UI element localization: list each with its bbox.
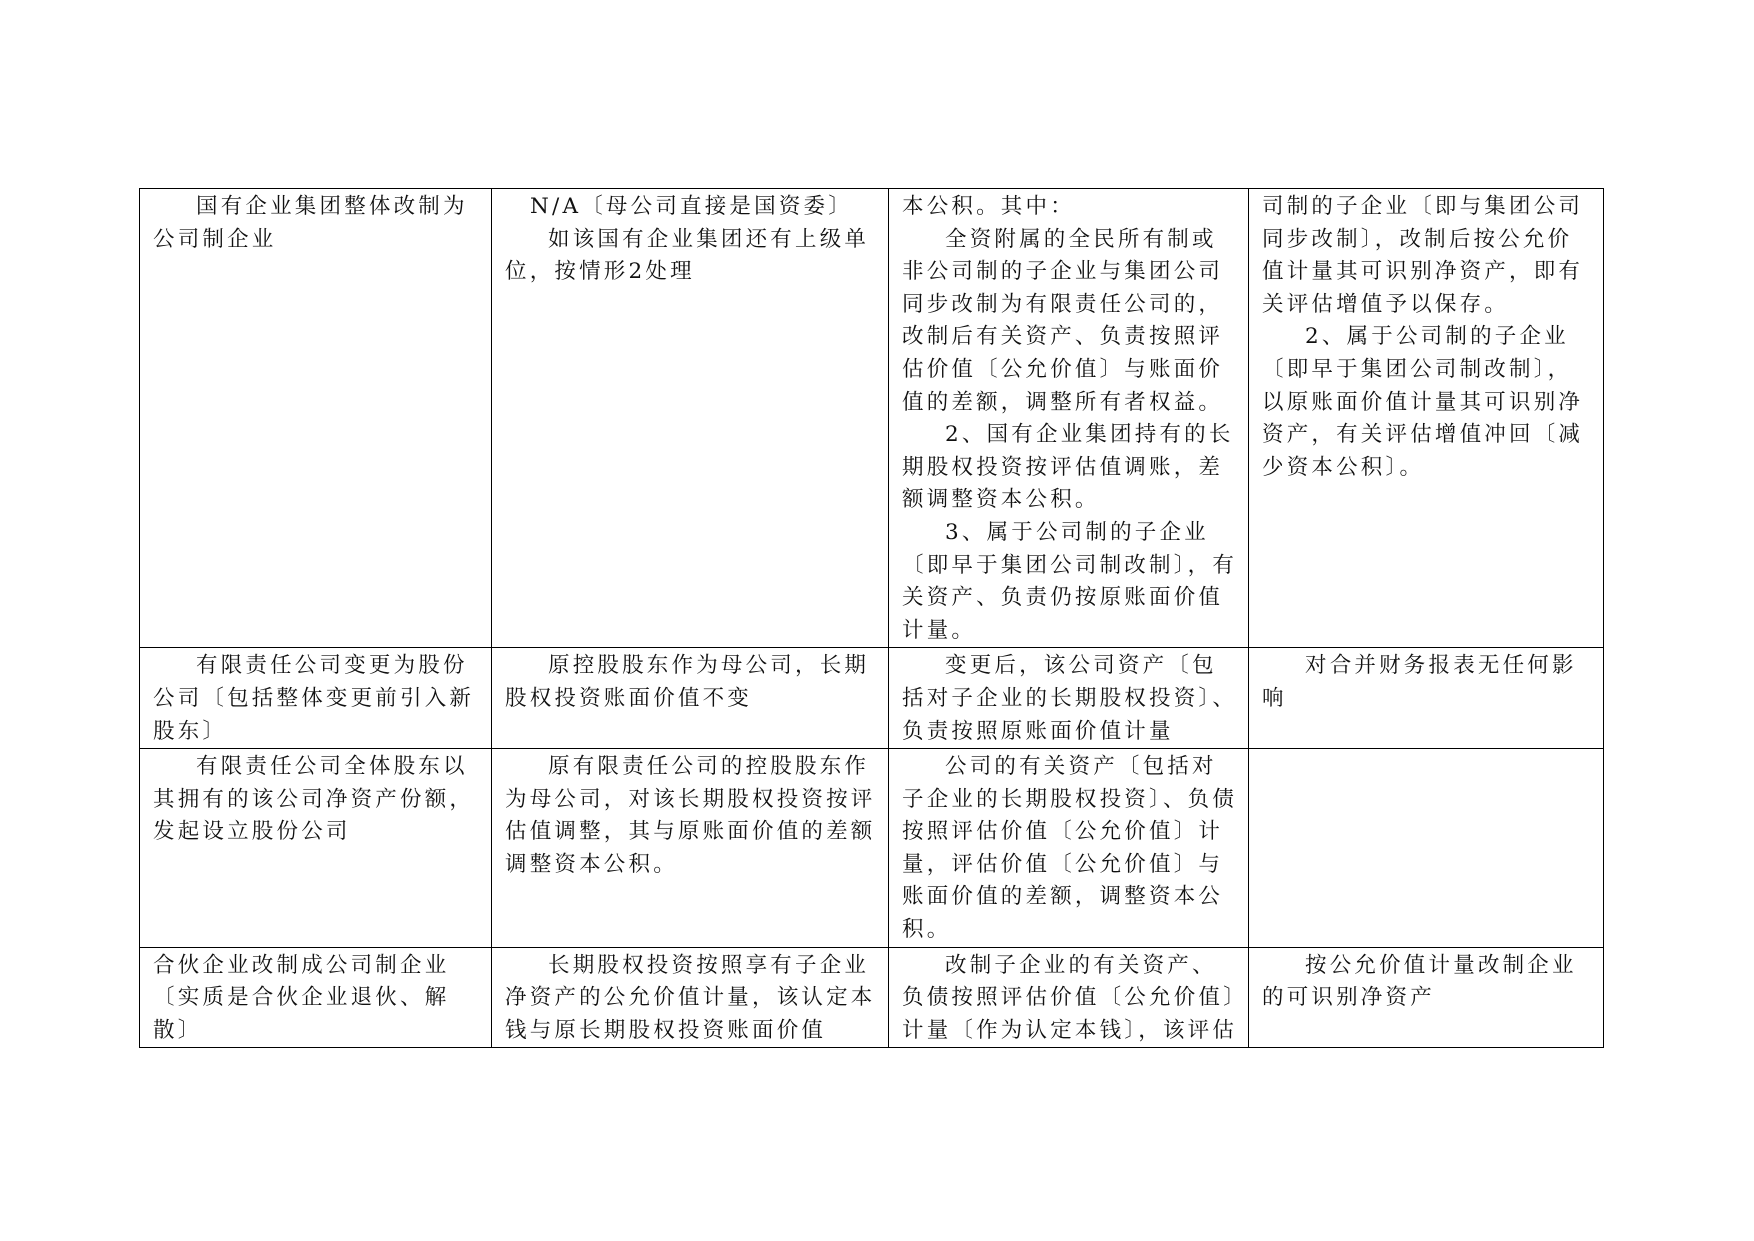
table-cell — [1249, 947, 1604, 1048]
cell-paragraph: 公司的有关资产〔包括对子企业的长期股权投资〕、负债按照评估价值〔公允价值〕计量，评估价值〔公允价值〕与账面价值的差额，调整资本公积。 — [902, 754, 1238, 943]
table-cell — [140, 947, 492, 1048]
document-table — [139, 188, 1604, 1048]
cell-paragraph: 改制子企业的有关资产、负债按照评估价值〔公允价值〕计量〔作为认定本钱〕，该评估 — [902, 952, 1238, 1043]
table-cell — [140, 749, 492, 948]
table-cell — [140, 189, 492, 648]
cell-paragraph: 原控股股东作为母公司，长期股权投资账面价值不变 — [505, 653, 870, 711]
cell-paragraph: 按公允价值计量改制企业的可识别净资产 — [1262, 952, 1577, 1011]
table-cell — [1249, 648, 1604, 749]
table-row — [140, 189, 1604, 648]
table-row — [140, 749, 1604, 948]
table-cell — [492, 947, 889, 1048]
table-cell — [140, 648, 492, 749]
cell-paragraph: 有限责任公司全体股东以其拥有的该公司净资产份额，发起设立股份公司 — [153, 754, 475, 845]
table-cell — [492, 749, 889, 948]
table-cell — [889, 749, 1249, 948]
cell-paragraph: N/A〔母公司直接是国资委〕 — [530, 194, 853, 219]
cell-paragraph: 国有企业集团整体改制为公司制企业 — [153, 194, 468, 252]
cell-paragraph: 合伙企业改制成公司制企业〔实质是合伙企业退伙、解散〕 — [153, 952, 450, 1043]
table-cell — [492, 648, 889, 749]
cell-paragraph: 长期股权投资按照享有子企业净资产的公允价值计量，该认定本钱与原长期股权投资账面价值 — [505, 952, 876, 1043]
table-cell — [492, 189, 889, 648]
table-cell — [889, 189, 1249, 648]
cell-paragraph: 变更后，该公司资产〔包括对子企业的长期股权投资〕、负责按照原账面价值计量 — [902, 653, 1238, 744]
cell-paragraph: 司制的子企业〔即与集团公司同步改制〕，改制后按公允价值计量其可识别净资产，即有关评估增值予以保存。 — [1262, 194, 1584, 317]
table-cell — [1249, 749, 1604, 948]
cell-paragraph: 2、属于公司制的子企业〔即早于集团公司制改制〕，以原账面价值计量其可识别净资产，有关评估增值冲回〔减少资本公积〕。 — [1262, 324, 1584, 480]
table-row — [140, 648, 1604, 749]
table-row — [140, 947, 1604, 1048]
cell-paragraph: 本公积。其中： — [902, 194, 1075, 219]
table-cell — [1249, 189, 1604, 648]
table-cell — [889, 947, 1249, 1048]
table-cell — [889, 648, 1249, 749]
cell-paragraph: 如该国有企业集团还有上级单位，按情形2处理 — [505, 226, 870, 285]
cell-paragraph: 对合并财务报表无任何影响 — [1262, 653, 1577, 711]
cell-paragraph: 2、国有企业集团持有的长期股权投资按评估值调账，差额调整资本公积。 — [902, 422, 1234, 513]
cell-paragraph: 3、属于公司制的子企业〔即早于集团公司制改制〕，有关资产、负责仍按原账面价值计量。 — [902, 519, 1238, 643]
cell-paragraph: 全资附属的全民所有制或非公司制的子企业与集团公司同步改制为有限责任公司的，改制后有关资产、负责按照评估价值〔公允价值〕与账面价值的差额，调整所有者权益。 — [902, 226, 1224, 415]
cell-paragraph: 有限责任公司变更为股份公司〔包括整体变更前引入新股东〕 — [153, 653, 475, 744]
cell-paragraph: 原有限责任公司的控股股东作为母公司，对该长期股权投资按评估值调整，其与原账面价值的差额调整资本公积。 — [505, 754, 876, 877]
